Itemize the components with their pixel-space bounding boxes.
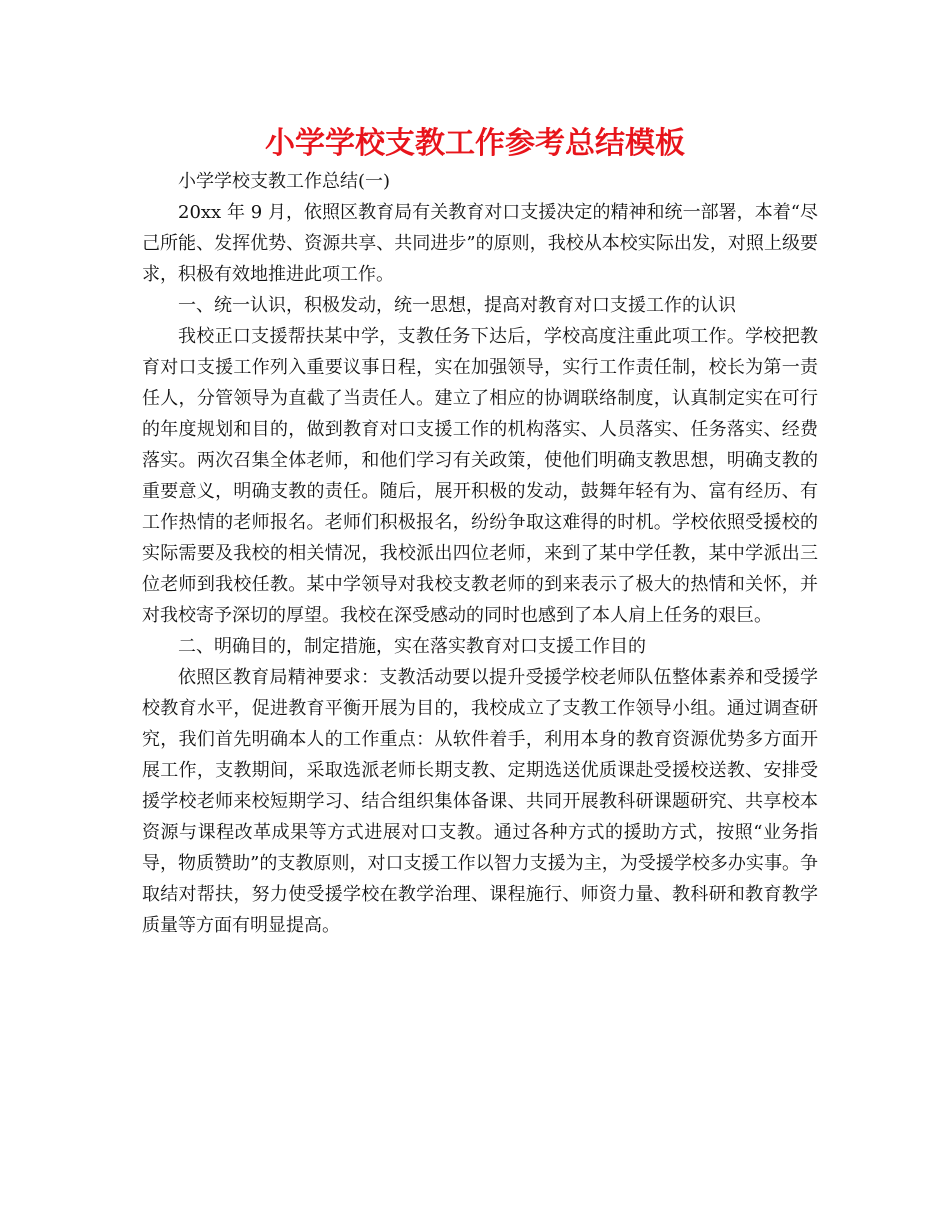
paragraph: 依照区教育局精神要求：支教活动要以提升受援学校老师队伍整体素养和受援学校教育水平，促进教育平衡开展为目的，我校成立了支教工作领导小组。通过调查研究，我们首先明确本人的工作重点：从软件着手，利用本身的教育资源优势多方面开展工作，支教期间，采取选派老师长期支教、定期选送优质课赴受援校送教、安排受援学校老师来校短期学习、结合组织集体备课、共同开展教科研课题研究、共享校本资源与课程改革成果等方式进展对口支教。通过各种方式的援助方式，按照“业务指导，物质赞助”的支教原则，对口支援工作以智力支援为主，为受援学校多办实事。争取结对帮扶，努力使受援学校在教学治理、课程施行、师资力量、教科研和教育教学质量等方面有明显提高。 <box>142 667 818 936</box>
section-heading: 小学学校支教工作总结(一) <box>178 171 391 192</box>
document-body <box>142 166 818 941</box>
section-heading: 一、统一认识，积极发动，统一思想，提高对教育对口支援工作的认识 <box>178 295 736 316</box>
paragraph: 我校正口支援帮扶某中学，支教任务下达后，学校高度注重此项工作。学校把教育对口支援工作列入重要议事日程，实在加强领导，实行工作责任制，校长为第一责任人，分管领导为直截了当责任人。建立了相应的协调联络制度，认真制定实在可行的年度规划和目的，做到教育对口支援工作的机构落实、人员落实、任务落实、经费落实。两次召集全体老师，和他们学习有关政策，使他们明确支教思想，明确支教的重要意义，明确支教的责任。随后，展开积极的发动，鼓舞年轻有为、富有经历、有工作热情的老师报名。老师们积极报名，纷纷争取这难得的时机。学校依照受援校的实际需要及我校的相关情况，我校派出四位老师，来到了某中学任教，某中学派出三位老师到我校任教。某中学领导对我校支教老师的到来表示了极大的热情和关怀，并对我校寄予深切的厚望。我校在深受感动的同时也感到了本人肩上任务的艰巨。 <box>142 326 818 626</box>
section-heading: 二、明确目的，制定措施，实在落实教育对口支援工作目的 <box>178 636 646 657</box>
paragraph: 20xx 年 9 月，依照区教育局有关教育对口支援决定的精神和统一部署，本着“尽己所能、发挥优势、资源共享、共同进步”的原则，我校从本校实际出发，对照上级要求，积极有效地推进此项工作。 <box>142 202 818 285</box>
page-title: 小学学校支教工作参考总结模板 <box>265 126 685 161</box>
